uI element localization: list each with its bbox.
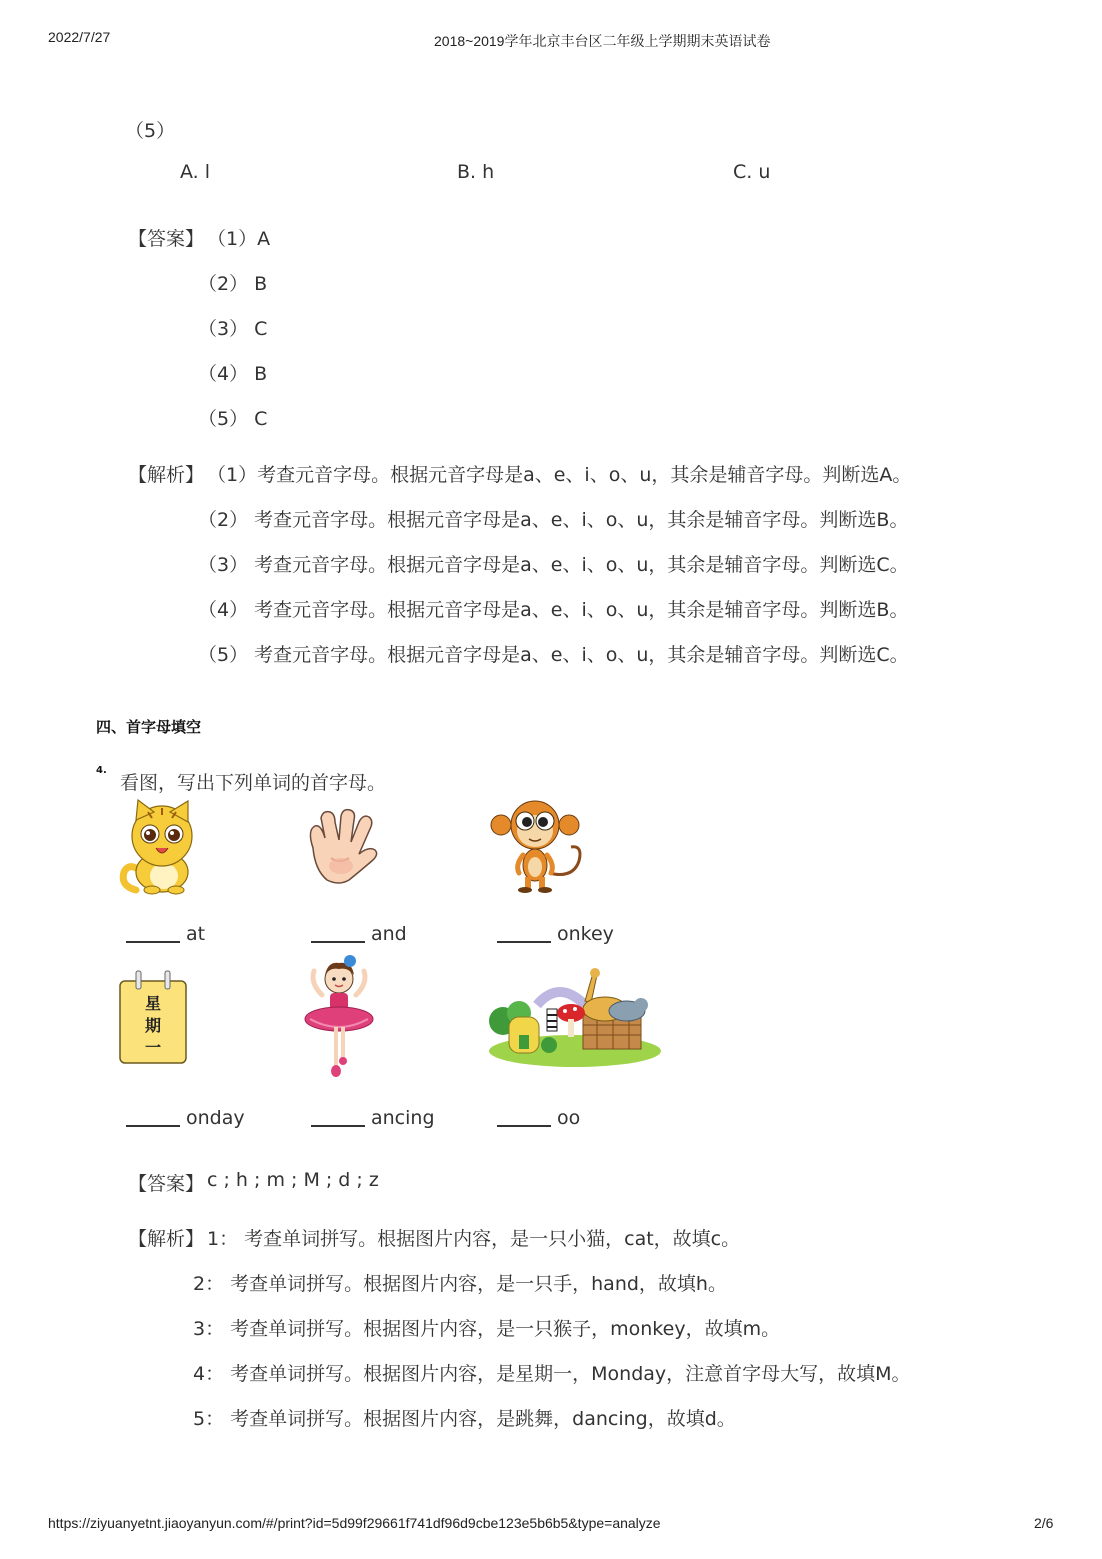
word-suffix: oo: [557, 1107, 581, 1129]
blank-word-zoo[interactable]: [497, 1107, 580, 1129]
calendar-char: 星: [144, 994, 161, 1013]
section-title: 四、首字母填空: [96, 718, 202, 736]
answer-blank[interactable]: [311, 941, 365, 943]
dancing-girl-image: [300, 955, 378, 1081]
option-c: C. u: [733, 161, 771, 183]
answer-line: （4） B: [198, 363, 268, 385]
analysis-line: 5： 考查单词拼写。根据图片内容，是跳舞，dancing，故填d。: [193, 1408, 736, 1430]
hand-image: [303, 808, 381, 888]
analysis-tag: 【解析】: [128, 1228, 205, 1250]
calendar-char: 一: [144, 1038, 161, 1057]
calendar-char: 期: [144, 1016, 161, 1035]
answer-line: （3） C: [198, 318, 268, 340]
document-title: 2018~2019学年北京丰台区二年级上学期期末英语试卷: [434, 33, 771, 49]
answer-blank[interactable]: [497, 941, 551, 943]
word-suffix: at: [186, 923, 206, 945]
zoo-image: [489, 965, 661, 1067]
analysis-line: （4） 考查元音字母。根据元音字母是a、e、i、o、u，其余是辅音字母。判断选B。: [198, 599, 909, 621]
blank-word-monkey[interactable]: [497, 923, 614, 945]
calendar-image: [119, 969, 187, 1065]
cat-image: [118, 798, 200, 896]
word-suffix: onday: [186, 1107, 245, 1129]
question-prompt: 看图，写出下列单词的首字母。: [120, 772, 387, 794]
analysis-line: 2： 考查单词拼写。根据图片内容，是一只手，hand，故填h。: [193, 1273, 727, 1295]
word-suffix: ancing: [371, 1107, 435, 1129]
answer-blank[interactable]: [497, 1125, 551, 1127]
answer-blank[interactable]: [126, 941, 180, 943]
calendar-text: [119, 993, 187, 1059]
option-b: B. h: [457, 161, 495, 183]
blank-word-dancing[interactable]: [311, 1107, 435, 1129]
item5-label: （5）: [125, 120, 176, 142]
analysis-line: （2） 考查元音字母。根据元音字母是a、e、i、o、u，其余是辅音字母。判断选B。: [198, 509, 909, 531]
answer-tag: 【答案】: [128, 1173, 205, 1195]
answer-blank[interactable]: [126, 1125, 180, 1127]
print-date: 2022/7/27: [48, 29, 111, 45]
analysis-line: 1： 考查单词拼写。根据图片内容，是一只小猫，cat，故填c。: [207, 1228, 741, 1250]
analysis-line: 4： 考查单词拼写。根据图片内容，是星期一，Monday，注意首字母大写，故填M。: [193, 1363, 911, 1385]
word-suffix: onkey: [557, 923, 614, 945]
blank-word-hand[interactable]: [311, 923, 407, 945]
analysis-tag: 【解析】: [128, 464, 205, 486]
analysis-line: （5） 考查元音字母。根据元音字母是a、e、i、o、u，其余是辅音字母。判断选C。: [198, 644, 909, 666]
answer-blank[interactable]: [311, 1125, 365, 1127]
answer-tag: 【答案】: [128, 228, 205, 250]
analysis-line: 3： 考查单词拼写。根据图片内容，是一只猴子，monkey，故填m。: [193, 1318, 781, 1340]
blank-word-monday[interactable]: [126, 1107, 245, 1129]
word-suffix: and: [371, 923, 407, 945]
monkey-image: [487, 799, 591, 893]
option-a: A. l: [180, 161, 211, 183]
answer-text: c ; h ; m ; M ; d ; z: [207, 1169, 379, 1191]
question-number: 4.: [96, 765, 107, 776]
blank-word-cat[interactable]: [126, 923, 205, 945]
page-url: https://ziyuanyetnt.jiaoyanyun.com/#/print?id=5d99f29661f741df96d9cbe123e5b6b5&type=analyze: [48, 1515, 661, 1531]
answer-line: （2） B: [198, 273, 268, 295]
page-number: 2/6: [1034, 1515, 1054, 1531]
analysis-line: （1）考查元音字母。根据元音字母是a、e、i、o、u，其余是辅音字母。判断选A。: [207, 464, 912, 486]
analysis-line: （3） 考查元音字母。根据元音字母是a、e、i、o、u，其余是辅音字母。判断选C。: [198, 554, 909, 576]
answer-line: （5） C: [198, 408, 268, 430]
answer-line: （1）A: [207, 228, 271, 250]
